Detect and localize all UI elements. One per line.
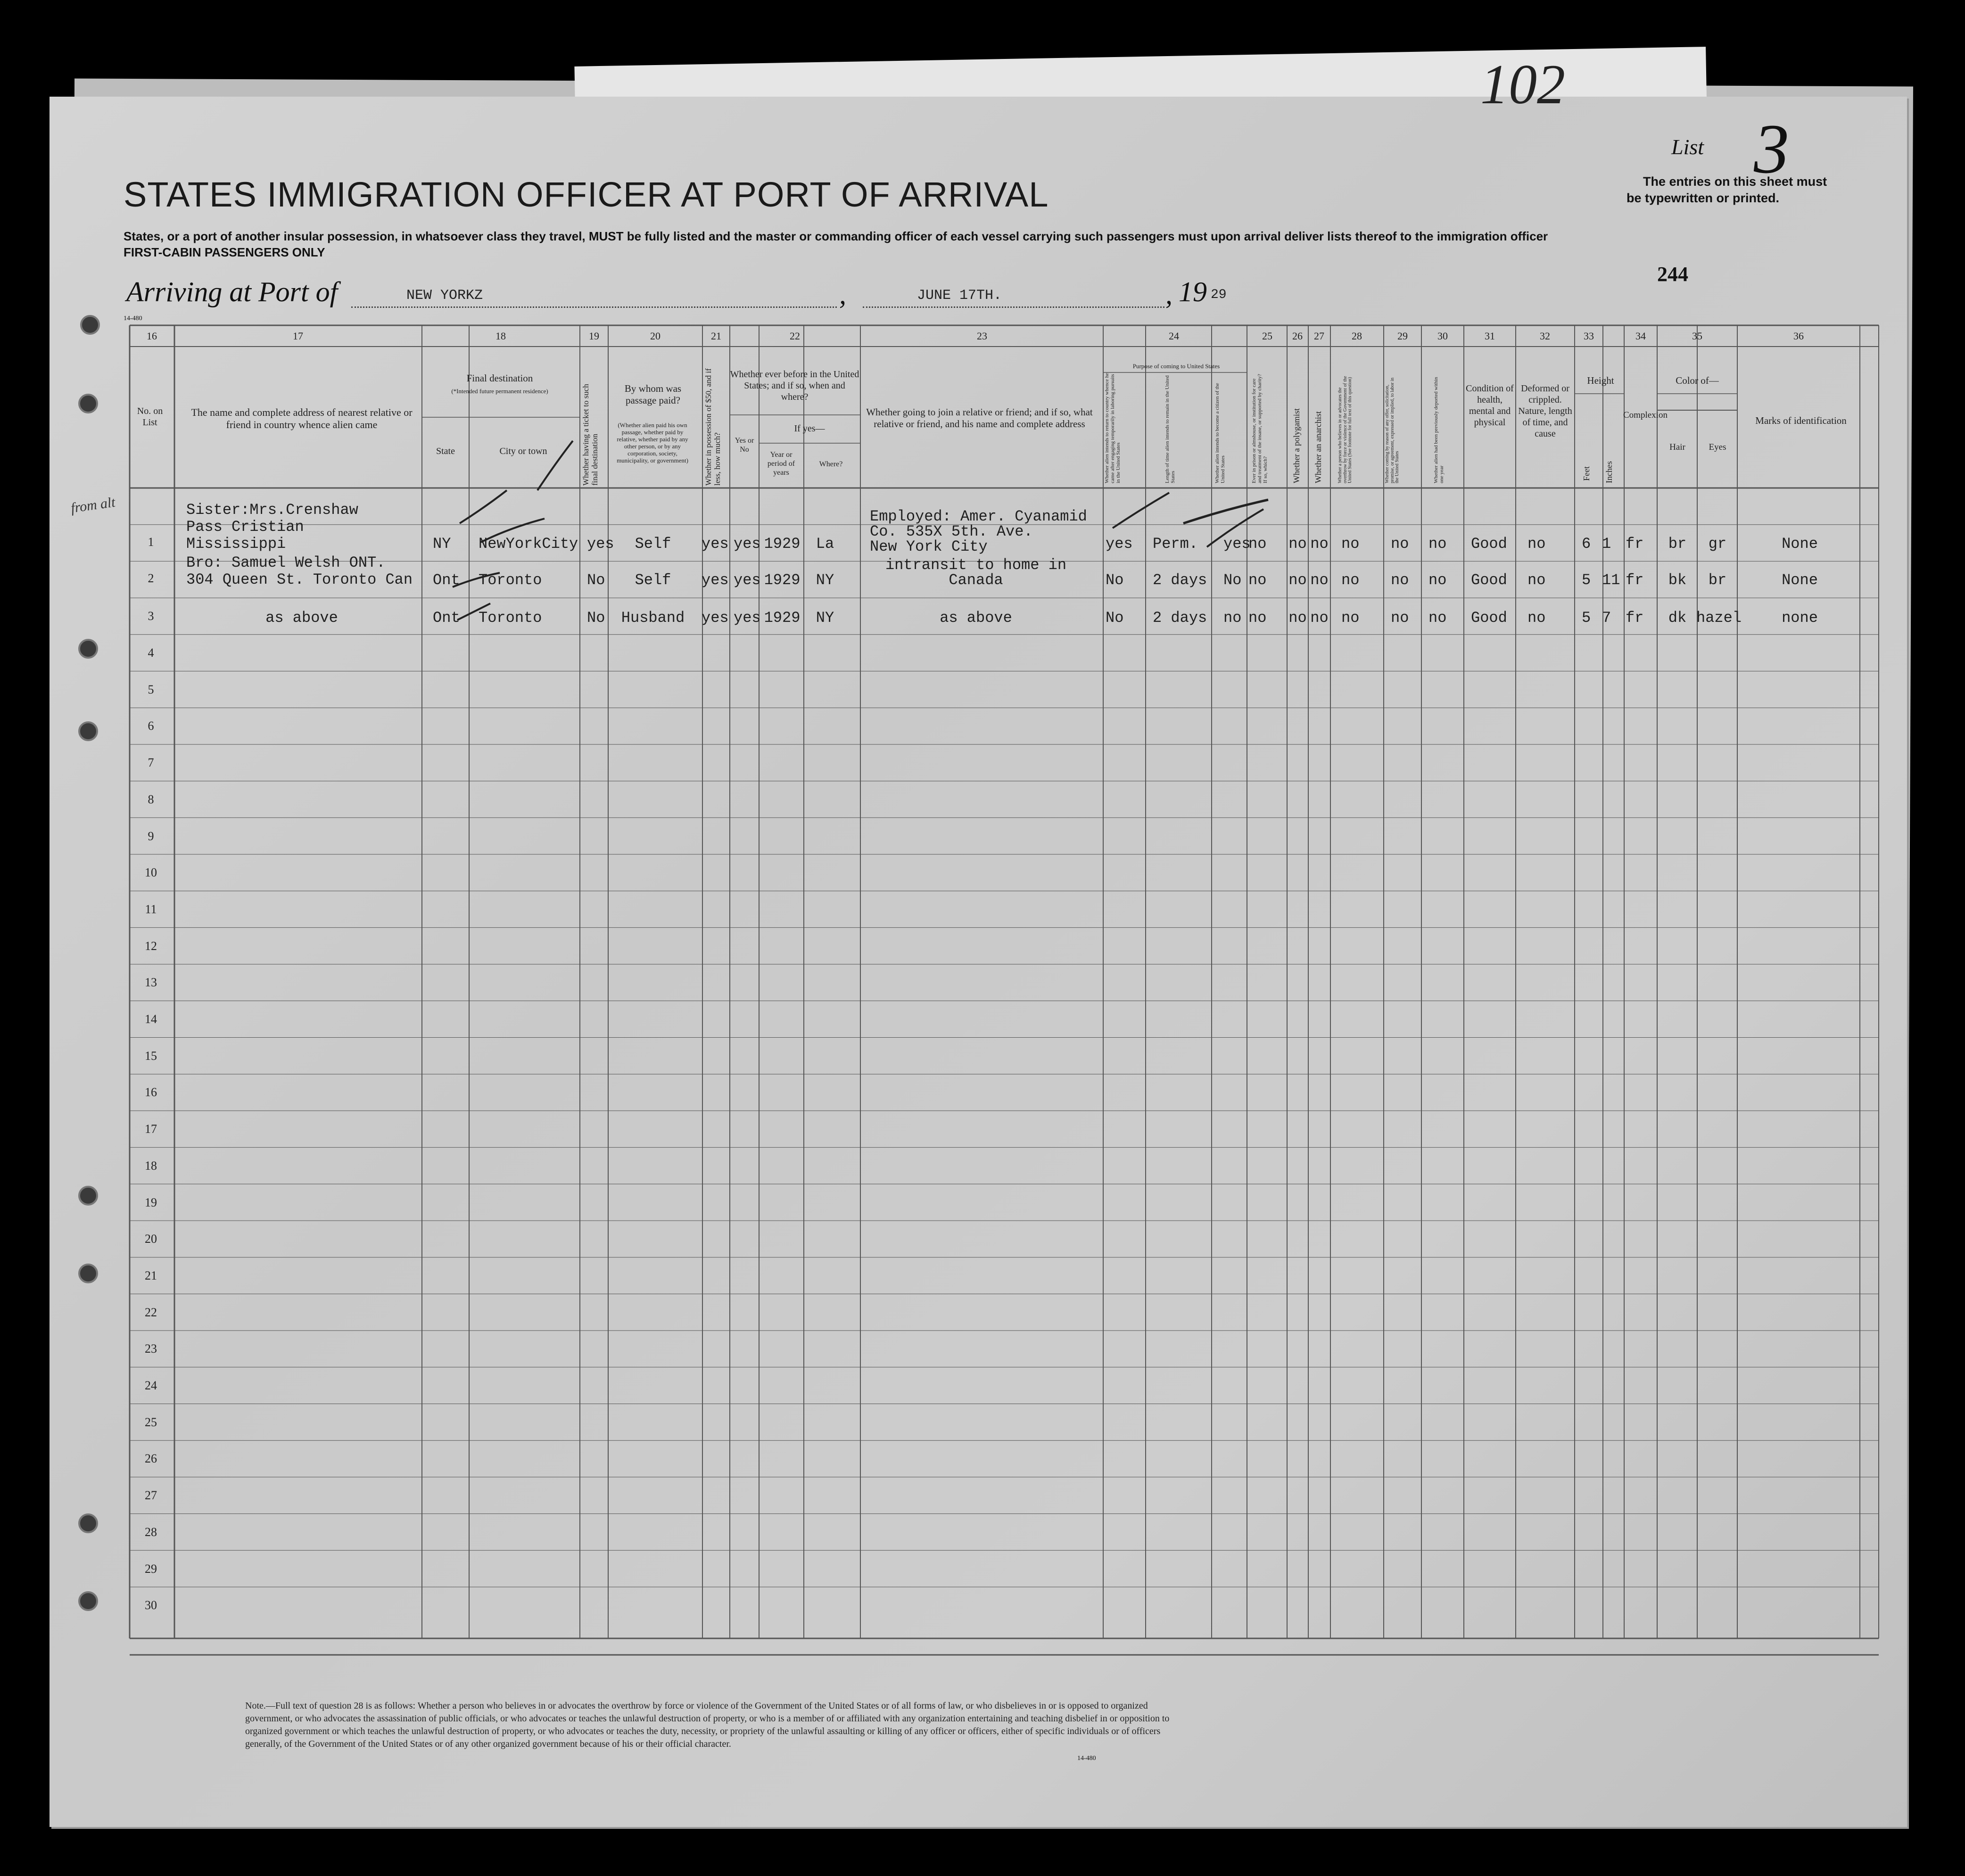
header-q30: Whether alien had been previously deported within one year <box>1433 377 1445 483</box>
cell-deformed: no <box>1527 609 1546 627</box>
column-number: 33 <box>1584 330 1594 342</box>
cell-q29: no <box>1391 535 1409 553</box>
arriving-label: Arriving at Port of <box>126 276 338 307</box>
header-inches: Inches <box>1604 461 1614 483</box>
cell-polygamist: no <box>1288 535 1307 553</box>
header-passage-paid-sub: (Whether alien paid his own passage, whether paid by relative, whether paid by any other person, or by any corporation, society, municipality, or government) <box>617 421 688 464</box>
cell-q30: no <box>1428 535 1447 553</box>
handwritten-page-number: 102 <box>1480 53 1565 116</box>
cell-health: Good <box>1471 535 1507 553</box>
row-number: 5 <box>148 682 154 696</box>
header-deformed: Deformed or crippled. Nature, length of time, and cause <box>1518 383 1572 439</box>
cell-feet: 5 <box>1582 571 1591 589</box>
cell-hair: dk <box>1668 609 1687 627</box>
instructions-right-2: be typewritten or printed. <box>1626 191 1780 205</box>
cell-anarchist: no <box>1310 571 1329 589</box>
column-number: 22 <box>790 330 800 342</box>
header-eyes: Eyes <box>1709 442 1726 452</box>
cell-anarchist: no <box>1310 609 1329 627</box>
cell-length-of-stay: Perm. <box>1153 535 1198 553</box>
row-number: 9 <box>148 829 154 843</box>
class-line: FIRST-CABIN PASSENGERS ONLY <box>124 245 325 259</box>
cell-citizen: no <box>1223 609 1242 627</box>
column-number: 21 <box>711 330 721 342</box>
header-q29: Whether coming by reason of any offer, solicitation, promise, or agreement, expressed or implied, to labor in the United States <box>1385 377 1400 483</box>
header-length-of-stay: Length of time alien intends to remain in the United States <box>1164 375 1176 483</box>
header-ticket: Whether having a ticket to such final destination <box>581 384 599 486</box>
cell-complexion: fr <box>1626 609 1644 627</box>
header-color-of: Color of— <box>1676 375 1719 386</box>
column-number: 25 <box>1262 330 1272 342</box>
header-purpose-return: Whether alien intends to return to country whence he came after engaging temporarily in laboring pursuits in the United States <box>1104 373 1122 483</box>
column-number: 23 <box>977 330 987 342</box>
cell-polygamist: no <box>1288 571 1307 589</box>
row-number: 15 <box>145 1049 157 1063</box>
row-number: 24 <box>145 1379 157 1392</box>
column-number: 29 <box>1397 330 1408 342</box>
row-number: 18 <box>145 1158 157 1173</box>
row-number: 12 <box>145 939 157 953</box>
cell-state: Ont <box>433 571 460 589</box>
cell-where: La <box>816 535 834 553</box>
margin-note: from alt <box>70 494 116 516</box>
cell-eyes: gr <box>1708 535 1727 553</box>
cell-purpose-return: yes <box>1106 535 1133 553</box>
cell-eyes: hazel <box>1696 609 1742 627</box>
relative-address-line: Mississippi <box>186 535 286 553</box>
column-number: 28 <box>1352 330 1362 342</box>
cell-has-50: yes <box>702 535 729 553</box>
relative-address-line: Sister:Mrs.Crenshaw <box>186 501 358 519</box>
footer-code: 14-480 <box>1077 1755 1096 1762</box>
header-hair: Hair <box>1669 442 1685 452</box>
row-number: 10 <box>145 866 157 880</box>
cell-passage-paid: Self <box>635 571 671 589</box>
column-number: 36 <box>1793 330 1804 342</box>
row-number: 27 <box>145 1488 157 1503</box>
header-join-relative: Whether going to join a relative or friend; and if so, what relative or friend, and his name and complete address <box>866 406 1093 430</box>
column-number: 27 <box>1314 330 1324 342</box>
header-anarchist: Whether an anarchist <box>1313 411 1323 483</box>
cell-has-50: yes <box>702 609 729 627</box>
row-number: 4 <box>148 646 154 660</box>
row-number: 11 <box>145 902 157 916</box>
row-number: 22 <box>145 1305 157 1319</box>
cell-ticket: No <box>587 571 605 589</box>
header-final-destination: Final destination <box>466 372 533 384</box>
row-number: 6 <box>148 719 154 733</box>
list-number: 3 <box>1754 110 1789 188</box>
cell-city: NewYorkCity <box>479 535 578 553</box>
cell-citizen: No <box>1223 571 1242 589</box>
cell-join-line: as above <box>940 609 1012 627</box>
cell-ticket: yes <box>587 535 614 553</box>
row-number: 2 <box>148 571 154 585</box>
header-state: State <box>436 446 455 456</box>
row-number: 1 <box>148 535 154 549</box>
cell-feet: 5 <box>1582 609 1591 627</box>
cell-been-before: yes <box>734 535 761 553</box>
date-field: JUNE 17TH. <box>917 288 1002 304</box>
header-nearest-relative: The name and complete address of nearest relative or friend in country whence alien came <box>191 406 413 431</box>
row-number: 14 <box>145 1012 157 1026</box>
cell-been-before: yes <box>734 609 761 627</box>
cell-inches: 7 <box>1602 609 1611 627</box>
cell-year: 1929 <box>764 609 801 627</box>
header-no-on-list: No. on List <box>137 406 163 428</box>
row-number: 20 <box>145 1232 157 1246</box>
port-field: NEW YORKZ <box>406 288 483 304</box>
cell-city: Toronto <box>479 609 542 627</box>
year-suffix: 29 <box>1211 288 1227 302</box>
relative-address-line: as above <box>265 609 338 627</box>
row-number: 29 <box>145 1562 157 1576</box>
cell-health: Good <box>1471 571 1507 589</box>
row-number: 16 <box>145 1085 157 1099</box>
row-number: 13 <box>145 975 157 990</box>
comma-1: , <box>839 279 846 310</box>
instructions-right-1: The entries on this sheet must <box>1643 174 1827 189</box>
row-number: 8 <box>148 792 154 806</box>
page-title: STATES IMMIGRATION OFFICER AT PORT OF ARRIVAL <box>124 175 1049 214</box>
cell-q28: no <box>1341 609 1360 627</box>
header-passage-paid: By whom was passage paid? <box>624 383 682 406</box>
cell-where: NY <box>816 571 834 589</box>
header-height: Height <box>1587 375 1614 386</box>
cell-hair: bk <box>1668 571 1687 589</box>
header-prison: Ever in prison or almshouse, or institution for care and treatment of the insane, or supported by charity? If so, which? <box>1251 374 1269 483</box>
header-complexion: Complexion <box>1623 410 1668 420</box>
relative-address-line: Pass Cristian <box>186 518 304 536</box>
row-number: 26 <box>145 1452 157 1466</box>
cell-join-line: Canada <box>949 571 1003 589</box>
header-citizen: Whether alien intends to become a citizen of the United States <box>1214 383 1226 483</box>
cell-state: NY <box>433 535 451 553</box>
column-number: 26 <box>1292 330 1303 342</box>
cell-anarchist: no <box>1310 535 1329 553</box>
row-number: 7 <box>148 756 154 770</box>
cell-year: 1929 <box>764 571 801 589</box>
cell-ticket: No <box>587 609 605 627</box>
cell-join-line: Employed: Amer. Cyanamid <box>870 508 1087 525</box>
column-number: 18 <box>495 330 506 342</box>
year-prefix: 19 <box>1179 276 1207 307</box>
cell-q30: no <box>1428 609 1447 627</box>
footnote: Note.—Full text of question 28 is as follows: Whether a person who believes in or advocates the overthrow by force or violence of the Government of the United States or of all forms of law, or who disbelieves in or is opposed to organized government, or who advocates the assassination of public officials, or who advocates or teaches the unlawful destruction of property, or who is a member of or affiliated with any organization entertaining and teaching disbelief in or opposition to organized government or which teaches the unlawful destruction of property, or who advocates or teaches the duty, necessity, or propriety of the unlawful assaulting or killing of any officer or officers, either of specific individuals or of officers generally, of the Government of the United States or of any other organized government because of his or their official character. <box>245 1701 1170 1749</box>
cell-q30: no <box>1428 571 1447 589</box>
form-code-top: 14-480 <box>124 315 142 322</box>
header-where: Where? <box>819 460 843 468</box>
header-ever-before: Whether ever before in the United States; and if so, when and where? <box>730 369 859 402</box>
cell-deformed: no <box>1527 535 1546 553</box>
cell-been-before: yes <box>734 571 761 589</box>
cell-hair: br <box>1668 535 1687 553</box>
cell-state: Ont <box>433 609 460 627</box>
row-number: 17 <box>145 1122 157 1136</box>
cell-length-of-stay: 2 days <box>1153 571 1207 589</box>
cell-q29: no <box>1391 571 1409 589</box>
header-year: Year or period of years <box>767 451 795 477</box>
header-marks: Marks of identification <box>1755 415 1847 426</box>
row-number: 3 <box>148 609 154 623</box>
cell-year: 1929 <box>764 535 801 553</box>
header-if-yes: If yes— <box>794 423 825 434</box>
row-number: 23 <box>145 1342 157 1356</box>
row-number: 25 <box>145 1415 157 1429</box>
relative-address-line: Bro: Samuel Welsh ONT. <box>186 554 386 571</box>
cell-where: NY <box>816 609 834 627</box>
cell-passage-paid: Husband <box>621 609 685 627</box>
cell-citizen: yes <box>1223 535 1251 553</box>
cell-join-line: Co. 535X 5th. Ave. <box>870 523 1033 540</box>
header-polygamist: Whether a polygamist <box>1292 408 1301 483</box>
column-number: 31 <box>1485 330 1495 342</box>
column-number: 19 <box>589 330 599 342</box>
cell-feet: 6 <box>1582 535 1591 553</box>
cell-q28: no <box>1341 535 1360 553</box>
column-number: 16 <box>147 330 157 342</box>
column-number: 24 <box>1169 330 1179 342</box>
cell-inches: 1 <box>1602 535 1611 553</box>
cell-join-line: New York City <box>870 538 988 555</box>
column-number: 30 <box>1437 330 1448 342</box>
cell-has-50: yes <box>702 571 729 589</box>
header-purpose: Purpose of coming to United States <box>1132 363 1220 370</box>
row-number: 21 <box>145 1268 157 1282</box>
column-number: 35 <box>1692 330 1702 342</box>
row-number: 19 <box>145 1195 157 1209</box>
cell-marks: None <box>1782 535 1818 553</box>
header-q28: Whether a person who believes in or advocates the overthrow by force or violence of the Government of the United States (See footnote for full text of this question) <box>1338 376 1353 483</box>
cell-eyes: br <box>1708 571 1727 589</box>
cell-city: Toronto <box>479 571 542 589</box>
instruction-line: States, or a port of another insular possession, in whatsoever class they travel, MUST be fully listed and the master or commanding officer of each vessel carrying such passengers must upon arrival deliver lists thereof to the immigration officer <box>124 229 1548 243</box>
cell-purpose-return: No <box>1106 609 1124 627</box>
cell-complexion: fr <box>1626 535 1644 553</box>
cell-polygamist: no <box>1288 609 1307 627</box>
header-feet: Feet <box>1582 466 1591 481</box>
cell-prison: no <box>1248 535 1267 553</box>
comma-2: , <box>1165 279 1172 310</box>
column-number: 20 <box>650 330 661 342</box>
column-number: 34 <box>1635 330 1646 342</box>
cell-q29: no <box>1391 609 1409 627</box>
column-number: 32 <box>1540 330 1550 342</box>
cell-join-line: intransit to home in <box>885 556 1067 574</box>
row-number: 30 <box>145 1598 157 1612</box>
header-has-50: Whether in possession of $50, and if less, how much? <box>704 368 722 486</box>
cell-complexion: fr <box>1626 571 1644 589</box>
header-health: Condition of health, mental and physical <box>1466 383 1514 428</box>
relative-address-line: 304 Queen St. Toronto Can <box>186 571 413 588</box>
cell-passage-paid: Self <box>635 535 671 553</box>
header-final-destination-sub: (*Intended future permanent residence) <box>451 388 548 395</box>
cell-length-of-stay: 2 days <box>1153 609 1207 627</box>
cell-health: Good <box>1471 609 1507 627</box>
cell-prison: no <box>1248 609 1267 627</box>
row-number: 28 <box>145 1525 157 1539</box>
cell-marks: None <box>1782 571 1818 589</box>
cell-q28: no <box>1341 571 1360 589</box>
cell-prison: no <box>1248 571 1267 589</box>
header-city: City or town <box>499 446 547 456</box>
column-number: 17 <box>293 330 303 342</box>
cell-marks: none <box>1782 609 1818 627</box>
header-ever-before-yesno: Yes or No <box>735 437 754 454</box>
list-label: List <box>1671 135 1704 159</box>
sheet-number: 244 <box>1657 263 1688 286</box>
cell-deformed: no <box>1527 571 1546 589</box>
cell-inches: 11 <box>1602 571 1620 589</box>
cell-purpose-return: No <box>1106 571 1124 589</box>
